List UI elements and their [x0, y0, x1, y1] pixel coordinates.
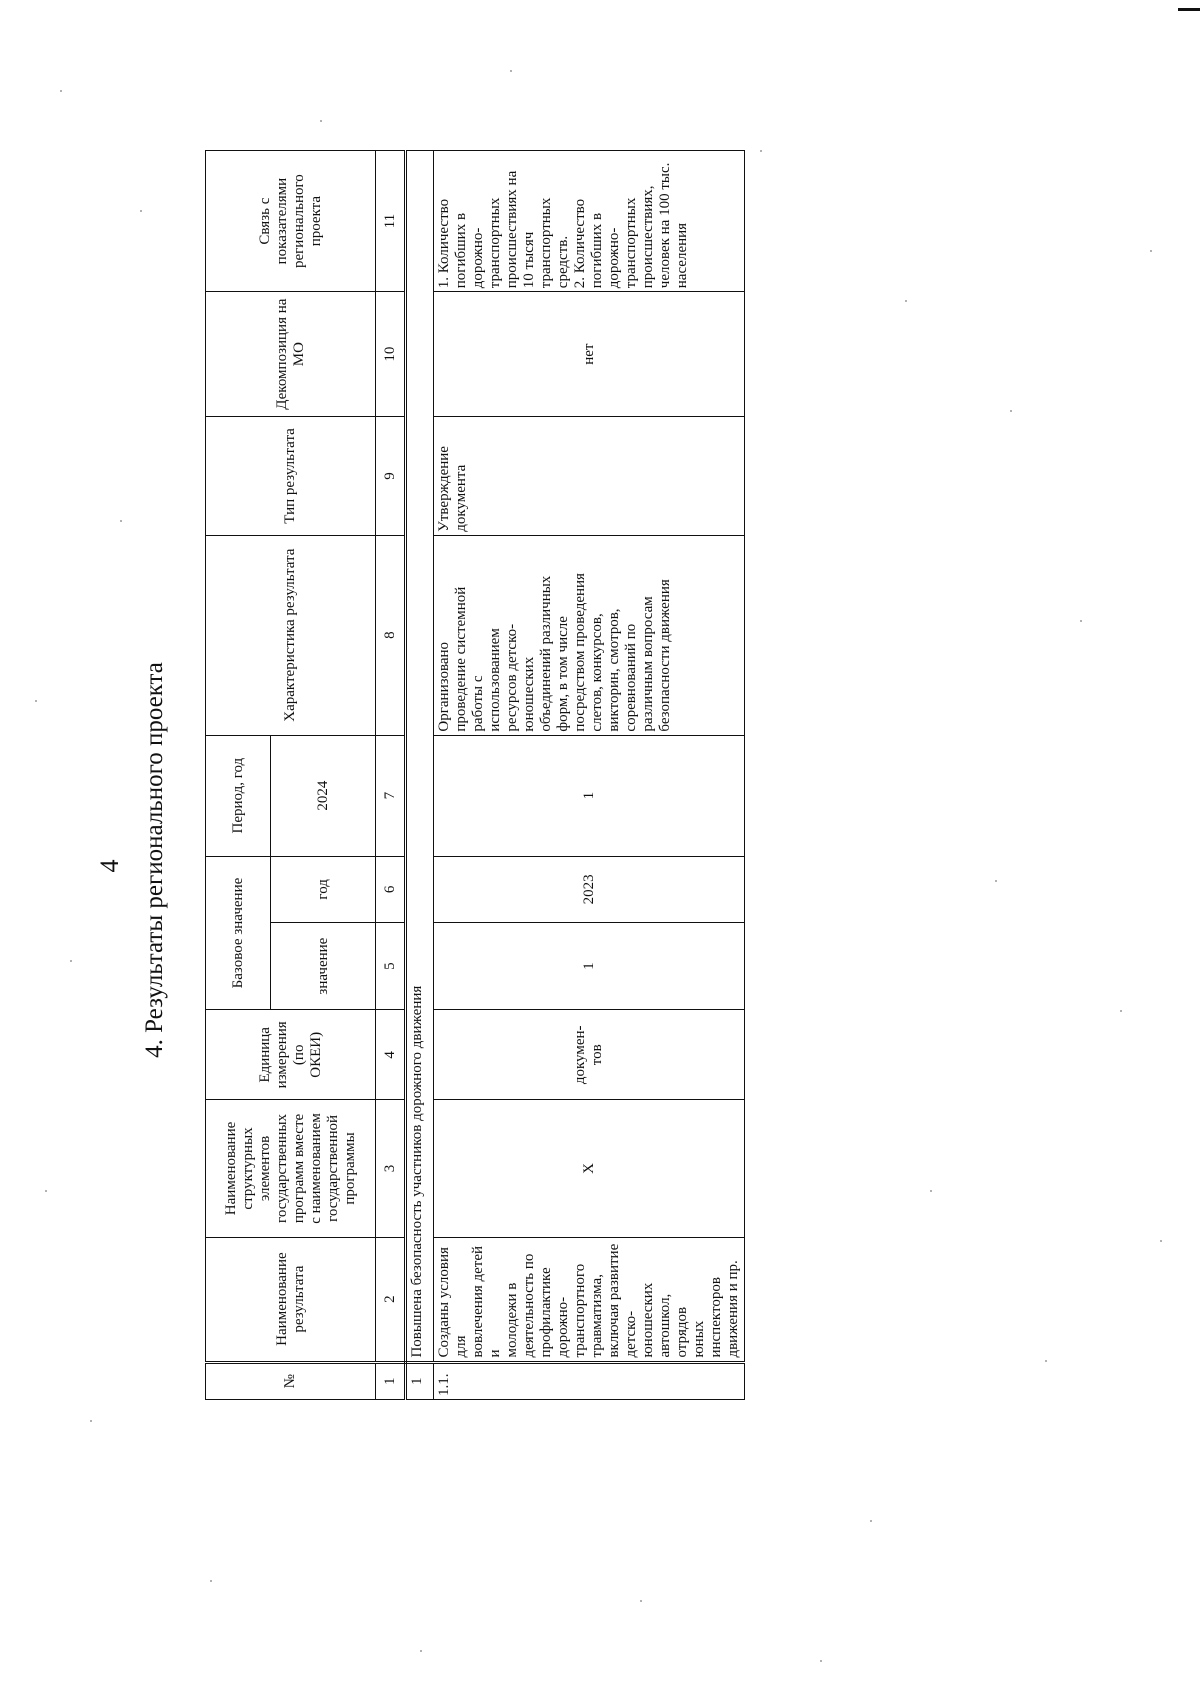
- header-type: Тип результата: [206, 417, 376, 536]
- result-type: Утверждение документа: [434, 417, 745, 536]
- page-number: 4: [95, 859, 124, 873]
- column-number-row: [376, 151, 406, 1400]
- column-number: 9: [376, 417, 406, 536]
- header-unit: Единица измерения (по ОКЕИ): [206, 1010, 376, 1100]
- section-heading: 4. Результаты регионального проекта: [141, 662, 168, 1058]
- header-base-value: Базовое значение: [206, 856, 271, 1010]
- period-value: 1: [434, 735, 745, 856]
- header-no: №: [206, 1362, 376, 1399]
- table-row: [434, 151, 745, 1400]
- column-number: 10: [376, 292, 406, 417]
- column-number: 3: [376, 1100, 406, 1237]
- header-row-1: [206, 151, 271, 1400]
- column-number: 6: [376, 856, 406, 922]
- header-link: Связь с показателями регионального проекта: [206, 151, 376, 292]
- header-base-value-value: значение: [271, 922, 376, 1009]
- column-number: 7: [376, 735, 406, 856]
- results-table: [205, 150, 745, 1400]
- unit-value: докумен- тов: [434, 1010, 745, 1100]
- structural-element-value: Х: [434, 1100, 745, 1237]
- column-number: 4: [376, 1010, 406, 1100]
- row-number: 1.1.: [434, 1362, 745, 1399]
- column-number: 2: [376, 1237, 406, 1362]
- section-title: Повышена безопасность участников дорожного движения: [406, 151, 434, 1363]
- base-year: 2023: [434, 856, 745, 922]
- section-row: [406, 151, 434, 1400]
- section-number: 1: [406, 1362, 434, 1399]
- result-name: Созданы условия для вовлечения детей и молодежи в деятельность по профилактике дорожно- транспортного травматизма, включая развитие детско-юношеских автошкол, отрядов юных инспекторов движения и пр.: [434, 1237, 745, 1362]
- column-number: 5: [376, 922, 406, 1009]
- rotated-sheet: [0, 120, 1000, 1600]
- column-number: 1: [376, 1362, 406, 1399]
- header-period-year: 2024: [271, 735, 376, 856]
- header-name: Наименование результата: [206, 1237, 376, 1362]
- decomposition-value: нет: [434, 292, 745, 417]
- header-base-value-year: год: [271, 856, 376, 922]
- scan-edge-mark: [1178, 8, 1200, 11]
- header-structural: Наименование структурных элементов государственных программ вместе с наименованием государственной программы: [206, 1100, 376, 1237]
- column-number: 11: [376, 151, 406, 292]
- header-characteristic: Характеристика результата: [206, 535, 376, 735]
- indicator-link: 1. Количество погибших в дорожно- транспортных происшествиях на 10 тысяч транспортных средств. 2. Количество погибших в дорожно- транспортных происшествиях, человек на 100 тыс. населения: [434, 151, 745, 292]
- column-number: 8: [376, 535, 406, 735]
- header-decomposition: Декомпозиция на МО: [206, 292, 376, 417]
- base-value: 1: [434, 922, 745, 1009]
- header-period: Период, год: [206, 735, 271, 856]
- result-characteristic: Организовано проведение системной работы с использованием ресурсов детско- юношеских объединений различных форм, в том числе посредством проведения слетов, конкурсов, викторин, смотров, соревнований по различным вопросам безопасности движения: [434, 535, 745, 735]
